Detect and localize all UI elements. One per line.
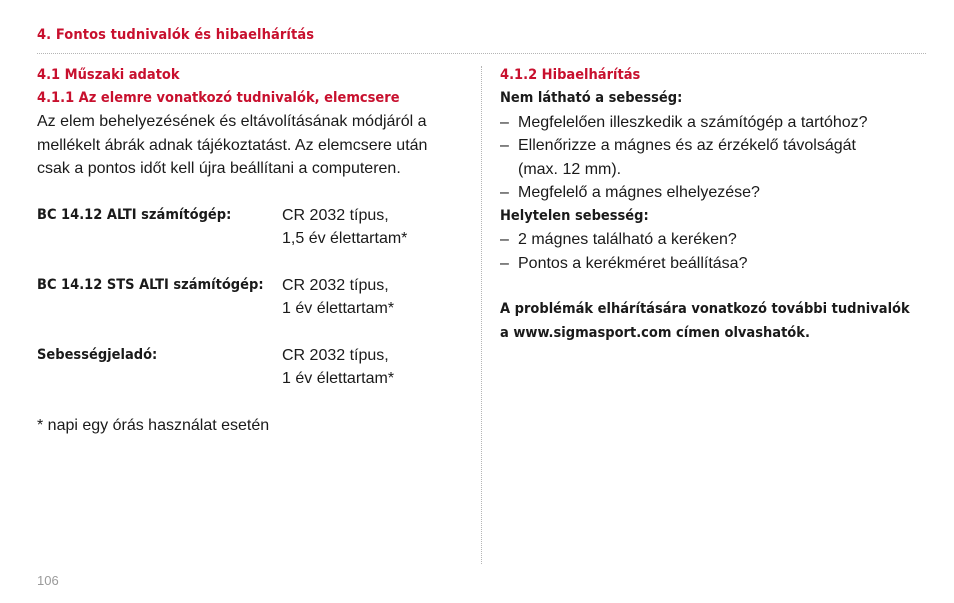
spec-label-suffix: számítógép: [136, 206, 232, 223]
spec-label-model: Sebességjeladó: [37, 346, 158, 363]
list-item: – Megfelelő a mágnes elhelyezése? [500, 181, 920, 205]
problem-title-no-speed: Nem látható a sebesség: [500, 90, 683, 106]
spec-row-bc1412-alti [37, 204, 467, 251]
problem-title-wrong-speed: Helytelen sebesség: [500, 207, 649, 224]
right-column [500, 64, 920, 345]
spec-label [37, 204, 282, 251]
list-item: – 2 mágnes található a keréken? [500, 228, 920, 252]
spec-value-line: 1,5 év élettartam* [282, 230, 408, 247]
spec-value-line: CR 2032 típus, [282, 346, 389, 364]
spec-row-speed-sensor [37, 344, 467, 391]
problem-list-no-speed [500, 111, 920, 205]
battery-intro [37, 110, 467, 181]
further-info-note [500, 298, 920, 345]
column-divider [481, 66, 482, 564]
spec-row-bc1412-sts-alti [37, 274, 467, 321]
spec-label-suffix: számítógép: [168, 276, 264, 293]
troubleshooting-heading: 4.1.2 Hibaelhárítás [500, 67, 641, 83]
spec-value [282, 204, 407, 251]
list-item: – Megfelelően illeszkedik a számítógép a tartóhoz? [500, 111, 920, 135]
spec-label [37, 344, 282, 391]
top-divider [37, 53, 926, 54]
note-line: a www.sigmasport.com címen olvashatók. [500, 324, 810, 341]
spec-value-line: 1 év élettartam* [282, 370, 395, 387]
section-title: 4. Fontos tudnivalók és hibaelhárítás [37, 27, 315, 43]
left-column [37, 64, 467, 437]
technical-data-heading: 4.1 Műszaki adatok [37, 67, 180, 83]
note-line: A problémák elhárítására vonatkozó további tudnivalók [500, 301, 910, 317]
spec-label-model: BC 14.12 ALTI [37, 206, 137, 223]
list-item-continuation: (max. 12 mm). [518, 160, 622, 178]
footnote: * napi egy órás használat esetén [37, 416, 270, 434]
page-number: 106 [37, 573, 59, 588]
list-item-text: Ellenőrizze a mágnes és az érzékelő távolságát [518, 137, 856, 154]
intro-line: csak a pontos időt kell újra beállítani a computeren. [37, 160, 401, 177]
spec-value [282, 344, 394, 391]
spec-value-line: CR 2032 típus, [282, 276, 389, 294]
problem-list-wrong-speed [500, 228, 920, 275]
spec-label [37, 274, 282, 321]
intro-line: Az elem behelyezésének és eltávolításának módjáról a [37, 113, 427, 130]
spec-label-model: BC 14.12 STS ALTI [37, 276, 169, 293]
intro-line: mellékelt ábrák adnak tájékoztatást. Az elemcsere után [37, 136, 428, 154]
spec-value-line: 1 év élettartam* [282, 300, 395, 317]
spec-value-line: CR 2032 típus, [282, 206, 389, 224]
battery-info-heading: 4.1.1 Az elemre vonatkozó tudnivalók, elemcsere [37, 90, 400, 106]
spec-value [282, 274, 394, 321]
list-item [500, 134, 920, 181]
list-item: – Pontos a kerékméret beállítása? [500, 252, 920, 276]
